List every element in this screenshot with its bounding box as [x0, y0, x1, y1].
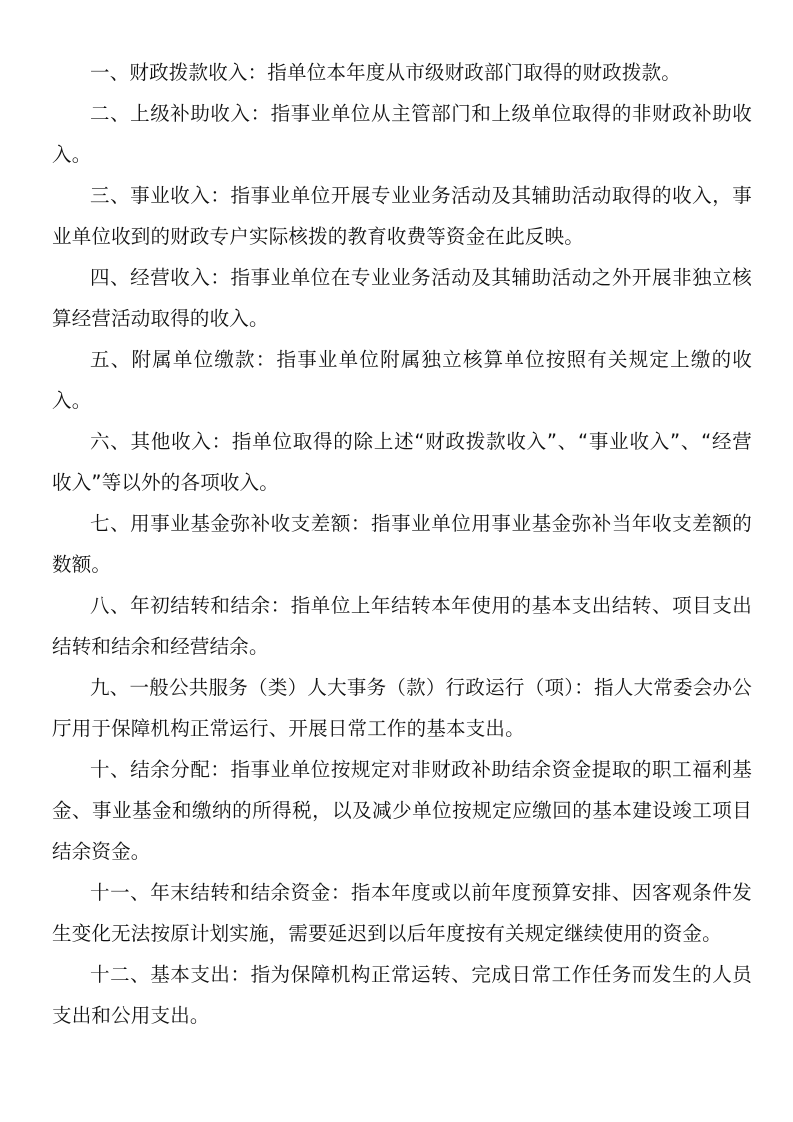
document-body — [52, 52, 752, 1036]
paragraph-7: 七、用事业基金弥补收支差额：指事业单位用事业基金弥补当年收支差额的数额。 — [52, 512, 752, 576]
paragraph-4: 四、经营收入：指事业单位在专业业务活动及其辅助活动之外开展非独立核算经营活动取得的收入。 — [52, 266, 752, 330]
paragraph-3: 三、事业收入：指事业单位开展专业业务活动及其辅助活动取得的收入，事业单位收到的财政专户实际核拨的教育收费等资金在此反映。 — [52, 184, 752, 248]
paragraph-1: 一、财政拨款收入：指单位本年度从市级财政部门取得的财政拨款。 — [90, 61, 682, 84]
paragraph-6: 六、其他收入：指单位取得的除上述“财政拨款收入”、“事业收入”、“经营收入”等以外的各项收入。 — [52, 430, 752, 494]
paragraph-9: 九、一般公共服务（类）人大事务（款）行政运行（项）：指人大常委会办公厅用于保障机构正常运行、开展日常工作的基本支出。 — [52, 676, 752, 740]
paragraph-11: 十一、年末结转和结余资金：指本年度或以前年度预算安排、因客观条件发生变化无法按原计划实施，需要延迟到以后年度按有关规定继续使用的资金。 — [52, 881, 752, 945]
paragraph-10: 十、结余分配：指事业单位按规定对非财政补助结余资金提取的职工福利基金、事业基金和缴纳的所得税，以及减少单位按规定应缴回的基本建设竣工项目结余资金。 — [52, 758, 752, 863]
paragraph-8: 八、年初结转和结余：指单位上年结转本年使用的基本支出结转、项目支出结转和结余和经营结余。 — [52, 594, 752, 658]
paragraph-5: 五、附属单位缴款：指事业单位附属独立核算单位按照有关规定上缴的收入。 — [52, 348, 752, 412]
paragraph-12: 十二、基本支出：指为保障机构正常运转、完成日常工作任务而发生的人员支出和公用支出。 — [52, 963, 752, 1027]
paragraph-2: 二、上级补助收入：指事业单位从主管部门和上级单位取得的非财政补助收入。 — [52, 102, 752, 166]
